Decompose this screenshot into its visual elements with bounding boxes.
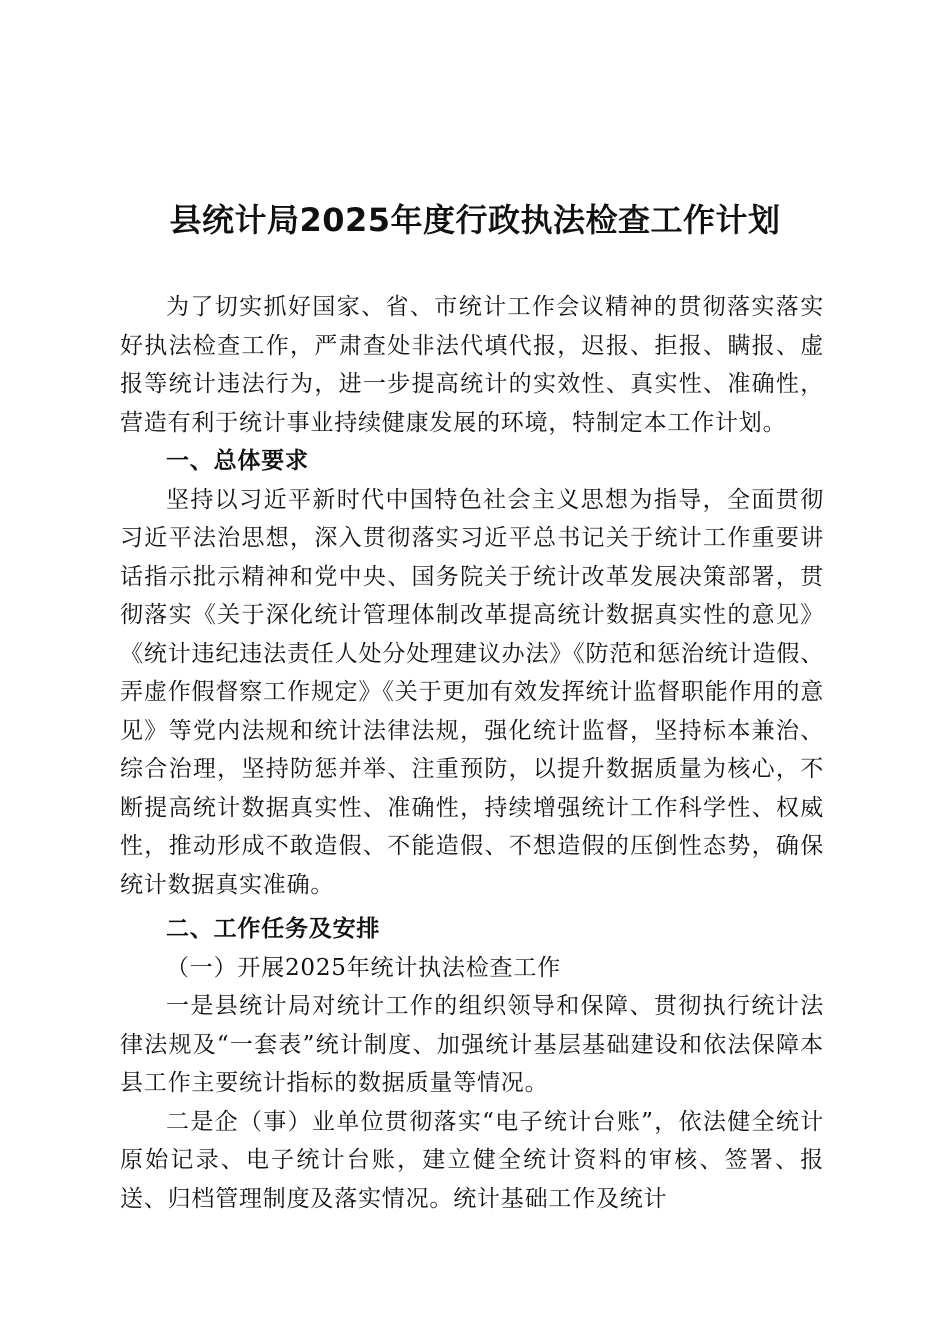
- document-title: 县统计局2025年度行政执法检查工作计划: [169, 201, 781, 239]
- document-body: [120, 288, 824, 1218]
- section-1-paragraph: 坚持以习近平新时代中国特色社会主义思想为指导，全面贯彻习近平法治思想，深入贯彻落实习近平总书记关于统计工作重要讲话指示批示精神和党中央、国务院关于统计改革发展决策部署，贯彻落实《关于深化统计管理体制改革提高统计数据真实性的意见》《统计违纪违法责任人处分处理建议办法》《防范和惩治统计造假、弄虚作假督察工作规定》《关于更加有效发挥统计监督职能作用的意见》等党内法规和统计法律法规，强化统计监督，坚持标本兼治、综合治理，坚持防惩并举、注重预防，以提升数据质量为核心，不断提高统计数据真实性、准确性，持续增强统计工作科学性、权威性，推动形成不敢造假、不能造假、不想造假的压倒性态势，确保统计数据真实准确。: [120, 486, 824, 898]
- section-2-1-item-1: 一是县统计局对统计工作的组织领导和保障、贯彻执行统计法律法规及“一套表”统计制度、加强统计基层基础建设和依法保障本县工作主要统计指标的数据质量等情况。: [120, 993, 824, 1096]
- section-2-1-heading: （一）开展2025年统计执法检查工作: [166, 954, 561, 981]
- section-1-heading: 一、总体要求: [166, 448, 309, 474]
- intro-paragraph: 为了切实抓好国家、省、市统计工作会议精神的贯彻落实落实好执法检查工作，严肃查处非法代填代报，迟报、拒报、瞒报、虚报等统计违法行为，进一步提高统计的实效性、真实性、准确性，营造有利于统计事业持续健康发展的环境，特制定本工作计划。: [120, 294, 824, 436]
- section-2-1-item-2: 二是企（事）业单位贯彻落实“电子统计台账”，依法健全统计原始记录、电子统计台账，建立健全统计资料的审核、签署、报送、归档管理制度及落实情况。统计基础工作及统计: [120, 1108, 824, 1212]
- section-2-heading: 二、工作任务及安排: [166, 916, 381, 942]
